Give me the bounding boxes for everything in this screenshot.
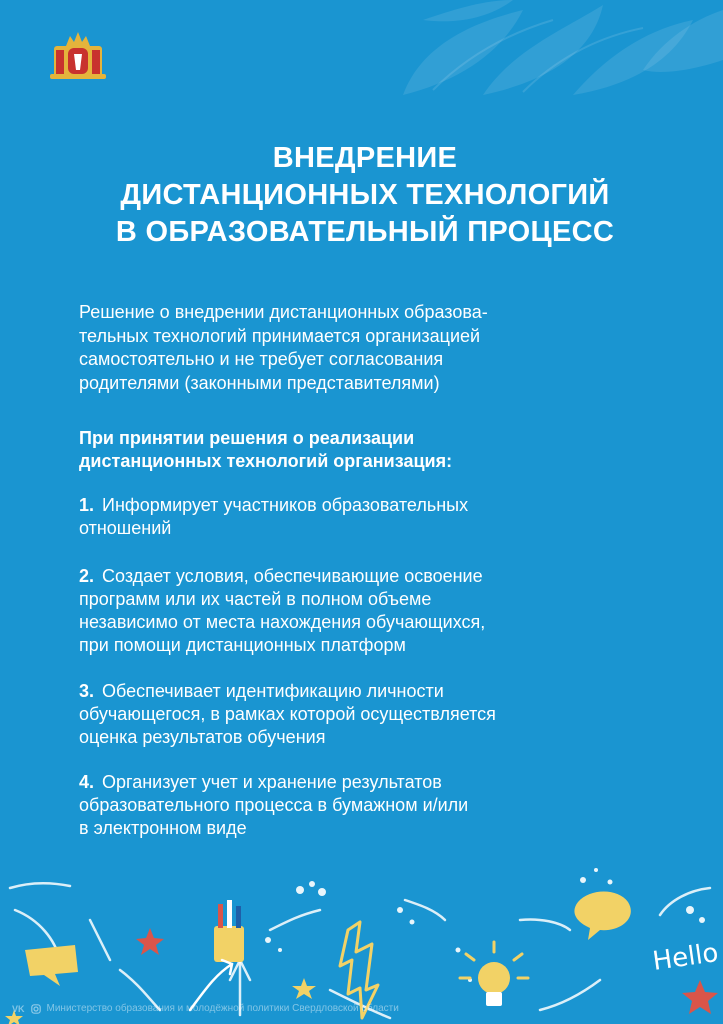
title-line-1: ВНЕДРЕНИЕ bbox=[272, 142, 458, 174]
vk-icon[interactable]: VK bbox=[12, 1003, 25, 1014]
instagram-icon[interactable] bbox=[31, 1004, 41, 1014]
item-number: 2. bbox=[79, 566, 95, 586]
doodles-decoration bbox=[0, 860, 723, 1024]
lightbulb-icon bbox=[460, 942, 528, 1006]
item-text: Информирует участников образовательных bbox=[102, 495, 469, 515]
item-text: независимо от места нахождения обучающихся, bbox=[79, 612, 486, 632]
hello-text: Hello bbox=[650, 938, 721, 977]
speech-bubble-icon bbox=[25, 945, 78, 986]
item-text: Организует учет и хранение результатов bbox=[102, 772, 442, 792]
star-icon bbox=[682, 980, 718, 1014]
pencil-cup-icon bbox=[214, 900, 244, 962]
intro-line: самостоятельно и не требует согласования bbox=[79, 349, 444, 369]
footer-text: Министерство образования и молодёжной политики Свердловской области bbox=[46, 1003, 399, 1014]
leaf-pattern-icon bbox=[363, 0, 723, 95]
item-text: образовательного процесса в бумажном и/или bbox=[79, 795, 469, 815]
item-text: отношений bbox=[79, 518, 172, 538]
page-title bbox=[60, 140, 670, 251]
list-item-3 bbox=[79, 680, 679, 749]
item-text: оценка результатов обучения bbox=[79, 727, 326, 747]
item-number: 3. bbox=[79, 681, 95, 701]
item-text: обучающегося, в рамках которой осуществляется bbox=[79, 704, 496, 724]
footer bbox=[12, 1003, 399, 1014]
star-icon bbox=[136, 928, 164, 955]
item-text: при помощи дистанционных платформ bbox=[79, 635, 406, 655]
lead-heading bbox=[79, 427, 679, 473]
title-line-3: В ОБРАЗОВАТЕЛЬНЫЙ ПРОЦЕСС bbox=[115, 216, 615, 248]
item-number: 1. bbox=[79, 495, 95, 515]
item-number: 4. bbox=[79, 772, 95, 792]
lead-line: дистанционных технологий организация: bbox=[79, 451, 453, 471]
speech-bubble-icon bbox=[574, 892, 630, 941]
intro-line: Решение о внедрении дистанционных образова- bbox=[79, 302, 488, 322]
intro-line: родителями (законными представителями) bbox=[79, 372, 440, 393]
intro-paragraph bbox=[79, 301, 679, 395]
star-icon bbox=[292, 978, 316, 999]
intro-line: тельных технологий принимается организацией bbox=[79, 325, 481, 346]
list-item-4 bbox=[79, 771, 679, 840]
title-line-2: ДИСТАНЦИОННЫХ ТЕХНОЛОГИЙ bbox=[120, 179, 610, 211]
item-text: программ или их частей в полном объеме bbox=[79, 589, 432, 609]
item-text: Обеспечивает идентификацию личности bbox=[102, 681, 444, 701]
emblem-icon bbox=[46, 30, 110, 82]
list-item-2 bbox=[79, 565, 679, 657]
item-text: в электронном виде bbox=[79, 818, 247, 838]
list-item-1 bbox=[79, 494, 679, 540]
lead-line: При принятии решения о реализации bbox=[79, 428, 415, 448]
item-text: Создает условия, обеспечивающие освоение bbox=[102, 566, 483, 586]
